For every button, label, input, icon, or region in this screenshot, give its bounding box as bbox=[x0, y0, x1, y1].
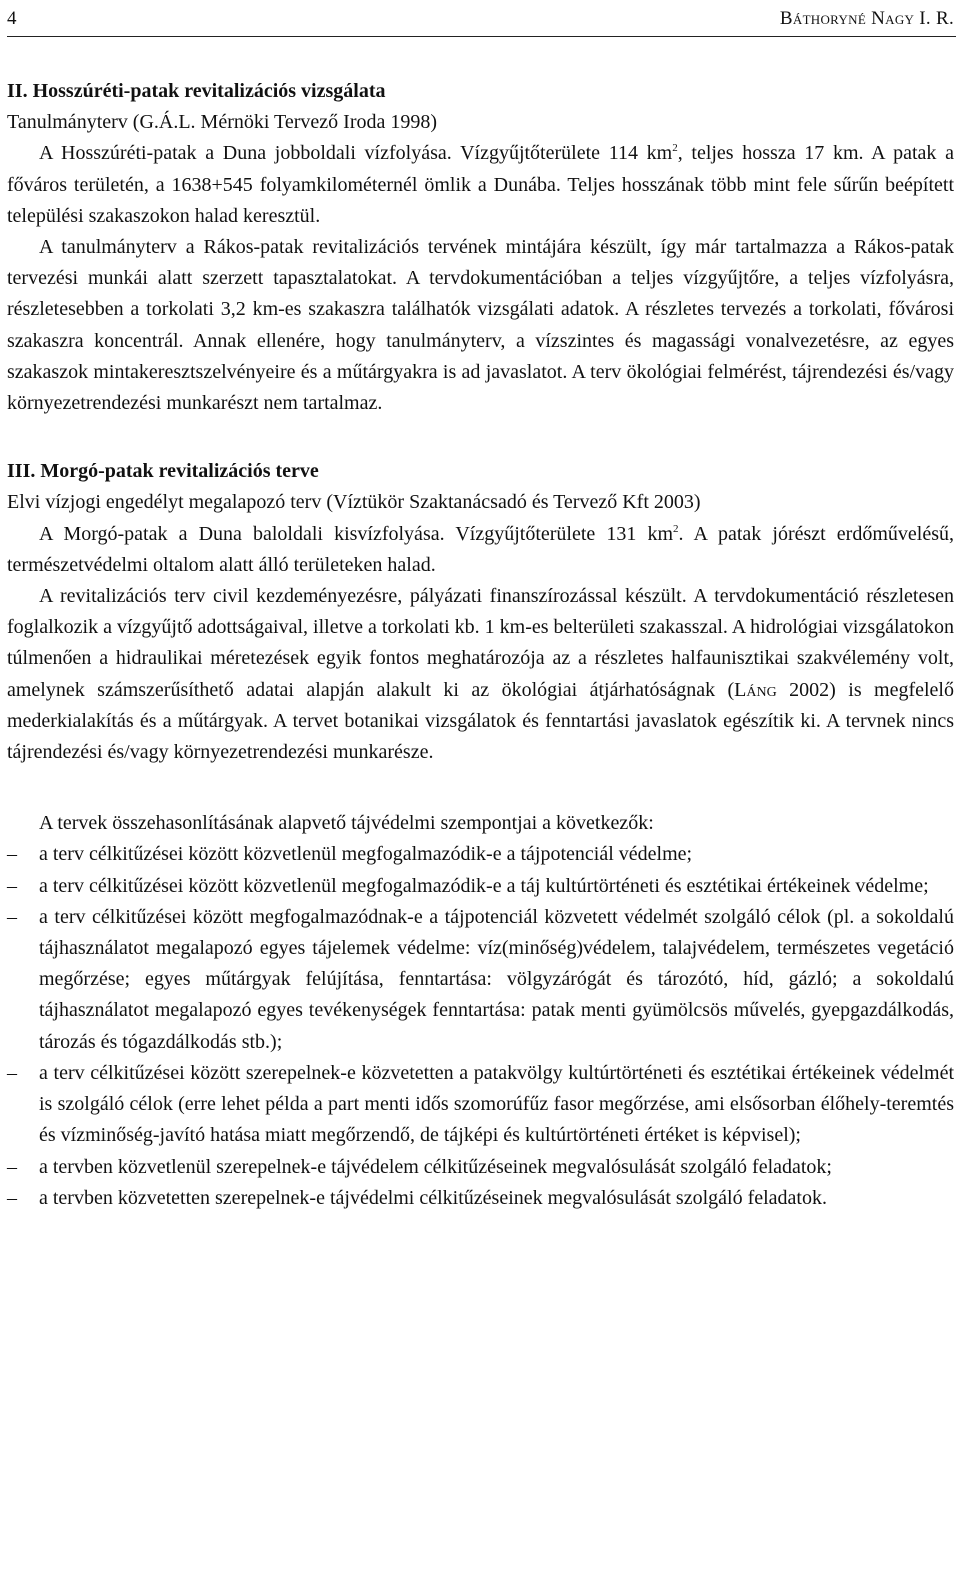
list-item-text: a terv célkitűzései között megfogalmazódnak-e a tájpotenciál közvetett védelmét szolgáló célok (pl. a sokoldalú tájhasználatot megalapozó egyes tájelemek védelme: víz(minőség)védelem, talajvédelem, természetes vegetáció megőrzése; egyes műtárgyak felújítása, fenntartása: völgyzárógát és tározótó, híd, gázló; a sokoldalú tájhasználatot megalapozó egyes tevékenységek fenntartása: patak menti gyümölcsös művelés, gyepgazdálkodás, tározás és tógazdálkodás stb.); bbox=[39, 905, 954, 1053]
dash-bullet: – bbox=[7, 1186, 17, 1209]
list-item bbox=[7, 871, 954, 902]
list-item-text: a terv célkitűzései között szerepelnek-e közvetetten a patakvölgy kultúrtörténeti és esztétikai értékeinek védelmét is szolgáló célok (erre lehet példa a part menti idős szomorúfűz fasor megőrzése, ami elsősorban élőhely-teremtés és vízminőség-javító hatása miatt megőrzendő, de tájképi és kultúrtörténeti értéket is képvisel); bbox=[39, 1061, 954, 1147]
section-2-subtitle: Tanulmányterv (G.Á.L. Mérnöki Tervező Iroda 1998) bbox=[7, 111, 438, 134]
text-span: . A patak jórészt erdőművelésű, természetvédelmi oltalom alatt álló területeken halad. bbox=[7, 522, 954, 576]
page-body bbox=[7, 76, 954, 1214]
text-span: , teljes hossza 17 km. A patak a főváros területén, a 1638+545 folyamkilométernél ömlik a Dunába. Teljes hosszának több mint fele sűrűn beépített települési szakaszokon halad keresztül. bbox=[7, 142, 954, 227]
criteria-intro: A tervek összehasonlításának alapvető tájvédelmi szempontjai a következők: bbox=[39, 812, 654, 835]
text-span: A revitalizációs terv civil kezdeményezésre, pályázati finanszírozással készült. A tervdokumentáció részletesen foglalkozik a vízgyűjtő adottságaival, illetve a torkolati kb. 1 km-es belterületi szakasszal. A hidrológiai vizsgálatokon túlmenően a hidraulikai méretezések egyik fontos meghatározója az a részletes halfaunisztikai szakvélemény volt, amelynek számszerűsíthető adatai alapján alakult ki az ökológiai átjárhatóságnak ( bbox=[7, 585, 954, 701]
list-item bbox=[7, 839, 954, 870]
section-3-subtitle: Elvi vízjogi engedélyt megalapozó terv (Víztükör Szaktanácsadó és Tervező Kft 2003) bbox=[7, 491, 701, 514]
list-item-text: a terv célkitűzései között közvetlenül megfogalmazódik-e a táj kultúrtörténeti és esztétikai értékeinek védelme; bbox=[39, 874, 929, 897]
list-item-text: a terv célkitűzései között közvetlenül megfogalmazódik-e a tájpotenciál védelme; bbox=[39, 843, 693, 866]
section-3-title: III. Morgó-patak revitalizációs terve bbox=[7, 460, 319, 483]
list-item-text: a tervben közvetetten szerepelnek-e tájvédelmi célkitűzéseinek megvalósulását szolgáló feladatok. bbox=[39, 1186, 827, 1209]
text-span: A Morgó-patak a Duna baloldali kisvízfolyása. Vízgyűjtőterülete 131 km bbox=[39, 522, 674, 545]
superscript: 2 bbox=[672, 142, 678, 155]
list-item bbox=[7, 1152, 954, 1183]
dash-bullet: – bbox=[7, 1061, 17, 1084]
section-3-paragraph-2 bbox=[7, 581, 954, 768]
dash-bullet: – bbox=[7, 843, 17, 866]
section-2-paragraph-2: A tanulmányterv a Rákos-patak revitalizációs tervének mintájára készült, így már tartalmazza a Rákos-patak tervezési munkái alatt szerzett tapasztalatokat. A tervdokumentációban a teljes vízgyűjtőre, a teljes vízfolyásra, részletesebben a torkolati 3,2 km-es szakaszra találhatók vizsgálati adatok. A részletes tervezés a torkolati, fővárosi szakaszra koncentrál. Annak ellenére, hogy tanulmányterv, a vízszintes és magassági vonalvezetésre, az egyes szakaszok mintakeresztszelvényeire és a műtárgyakra is ad javaslatot. A terv ökológiai felmérést, tájrendezési és/vagy környezetrendezési munkarészt nem tartalmaz. bbox=[7, 236, 954, 415]
section-2-paragraph-1 bbox=[7, 138, 954, 232]
spacer bbox=[7, 419, 954, 456]
section-3-paragraph-1 bbox=[7, 519, 954, 581]
list-item bbox=[7, 1183, 954, 1214]
section-2-title: II. Hosszúréti-patak revitalizációs vizsgálata bbox=[7, 80, 386, 102]
citation-author: Láng bbox=[734, 678, 777, 701]
criteria-list bbox=[7, 839, 954, 1213]
running-author: Báthoryné Nagy I. R. bbox=[779, 8, 954, 29]
text-span: 2002) is megfelelő mederkialakítás és a műtárgyak. A tervet botanikai vizsgálatok és fenntartási javaslatok egészítik ki. A tervnek nincs tájrendezési és/vagy környezetrendezési munkarésze. bbox=[7, 678, 954, 764]
list-item-text: a tervben közvetlenül szerepelnek-e tájvédelem célkitűzéseinek megvalósulását szolgáló feladatok; bbox=[39, 1155, 832, 1178]
running-header bbox=[7, 2, 956, 37]
list-item bbox=[7, 902, 954, 1058]
dash-bullet: – bbox=[7, 874, 17, 897]
spacer bbox=[7, 768, 954, 808]
text-span: A Hosszúréti-patak a Duna jobboldali vízfolyása. Vízgyűjtőterülete 114 km bbox=[39, 142, 673, 165]
page-number: 4 bbox=[7, 8, 17, 29]
list-item bbox=[7, 1058, 954, 1152]
dash-bullet: – bbox=[7, 1155, 17, 1178]
dash-bullet: – bbox=[7, 905, 17, 928]
superscript: 2 bbox=[673, 522, 679, 535]
